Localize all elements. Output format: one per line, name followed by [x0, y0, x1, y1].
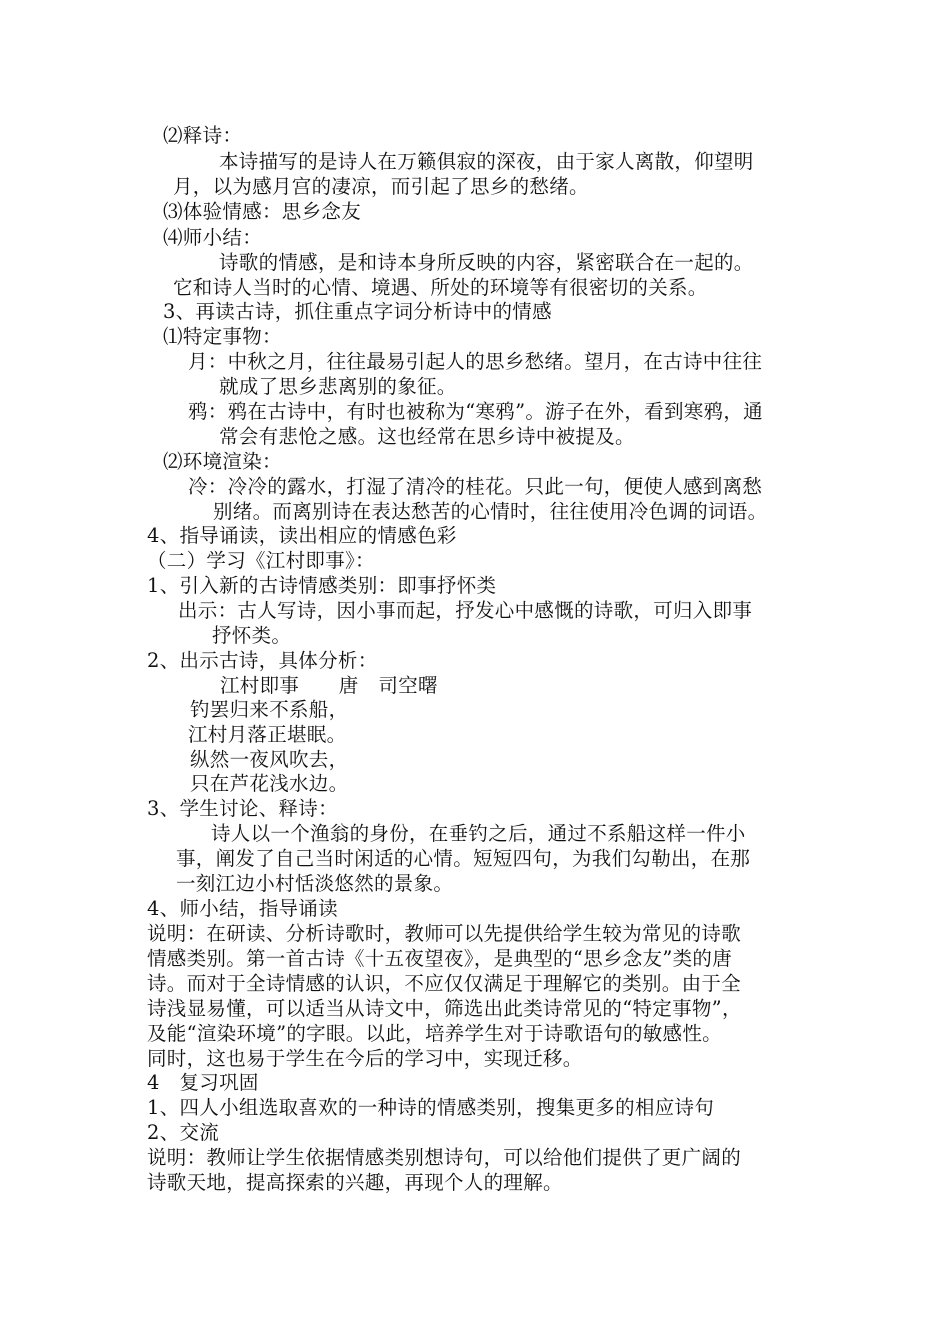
text-line: 2、出示古诗，具体分析： — [147, 649, 378, 672]
text-line: ⑵释诗： — [163, 124, 243, 147]
text-line: 2、交流 — [147, 1121, 220, 1144]
text-line: 3、学生讨论、释诗： — [147, 797, 338, 820]
poem-line: 只在芦花浅水边。 — [190, 772, 349, 795]
text-line: 常会有悲怆之感。这也经常在思乡诗中被提及。 — [219, 425, 635, 448]
text-line: 4、师小结，指导诵读 — [147, 897, 338, 920]
text-line: ⑷师小结： — [163, 226, 263, 249]
poem-line: 纵然一夜风吹去， — [190, 748, 349, 771]
text-line: 它和诗人当时的心情、境遇、所处的环境等有很密切的关系。 — [173, 276, 708, 299]
text-line: ⑴特定事物： — [163, 325, 282, 348]
text-line: 月，以为感月宫的凄凉，而引起了思乡的愁绪。 — [173, 175, 589, 198]
text-line: 诗歌天地，提高探索的兴趣，再现个人的理解。 — [147, 1171, 563, 1194]
poem-line: 钓罢归来不系船， — [190, 698, 349, 721]
text-line: 别绪。而离别诗在表达愁苦的心情时，往往使用冷色调的词语。 — [213, 500, 768, 523]
text-line: ⑶体验情感：思乡念友 — [163, 200, 362, 223]
text-line: 诗浅显易懂，可以适当从诗文中，筛选出此类诗常见的“特定事物”， — [147, 997, 742, 1020]
text-line: 说明：在研读、分析诗歌时，教师可以先提供给学生较为常见的诗歌 — [147, 922, 742, 945]
text-line: 同时，这也易于学生在今后的学习中，实现迁移。 — [147, 1047, 583, 1070]
text-line: 出示：古人写诗，因小事而起，抒发心中感慨的诗歌，可归入即事 — [178, 599, 753, 622]
text-line: 一刻江边小村恬淡悠然的景象。 — [176, 872, 454, 895]
poem-line: 江村月落正堪眠。 — [188, 723, 347, 746]
text-line: 4 复习巩固 — [147, 1071, 259, 1094]
text-line: 3、再读古诗，抓住重点字词分析诗中的情感 — [163, 300, 552, 323]
text-line: 鸦：鸦在古诗中，有时也被称为“寒鸦”。游子在外，看到寒鸦，通 — [188, 400, 763, 423]
text-line: 说明：教师让学生依据情感类别想诗句，可以给他们提供了更广阔的 — [147, 1146, 742, 1169]
text-line: 就成了思乡悲离别的象征。 — [219, 375, 457, 398]
text-line: 冷：冷冷的露水，打湿了清冷的桂花。只此一句，便使人感到离愁 — [188, 475, 763, 498]
text-line: 事，阐发了自己当时闲适的心情。短短四句，为我们勾勒出，在那 — [176, 847, 751, 870]
text-line: 4、指导诵读，读出相应的情感色彩 — [147, 524, 457, 547]
text-line: 及能“渲染环境”的字眼。以此，培养学生对于诗歌语句的敏感性。 — [147, 1022, 722, 1045]
poem-title: 江村即事 唐 司空曙 — [220, 674, 438, 697]
text-line: 抒怀类。 — [212, 624, 292, 647]
text-line: 诗。而对于全诗情感的认识，不应仅仅满足于理解它的类别。由于全 — [147, 972, 742, 995]
text-line: 月：中秋之月，往往最易引起人的思乡愁绪。望月，在古诗中往往 — [188, 350, 763, 373]
text-line: （二）学习《江村即事》： — [147, 549, 375, 572]
text-line: 诗人以一个渔翁的身份，在垂钓之后，通过不系船这样一件小 — [211, 822, 746, 845]
text-line: 1、引入新的古诗情感类别：即事抒怀类 — [147, 574, 497, 597]
text-line: ⑵环境渲染： — [163, 450, 282, 473]
text-line: 诗歌的情感，是和诗本身所反映的内容，紧密联合在一起的。 — [219, 251, 754, 274]
text-line: 情感类别。第一首古诗《十五夜望夜》，是典型的“思乡念友”类的唐 — [147, 947, 732, 970]
text-line: 本诗描写的是诗人在万籁俱寂的深夜，由于家人离散，仰望明 — [219, 150, 754, 173]
text-line: 1、四人小组选取喜欢的一种诗的情感类别，搜集更多的相应诗句 — [147, 1096, 715, 1119]
